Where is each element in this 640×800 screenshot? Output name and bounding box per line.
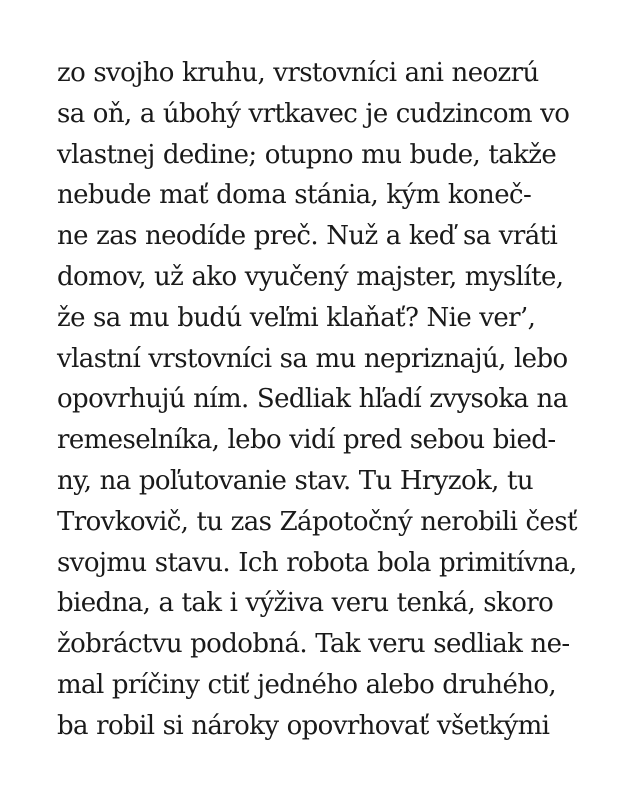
body-text (57, 53, 617, 747)
text-line: sa oň, a úbohý vrtkavec je cudzincom vo (57, 98, 570, 129)
text-line: že sa mu budú veľmi klaňať? Nie ver’, (57, 302, 536, 333)
text-line: vlastnej dedine; otupno mu bude, takže (57, 139, 557, 170)
text-line: nebude mať doma stánia, kým koneč- (57, 180, 532, 211)
text-line: ny, na poľutovanie stav. Tu Hryzok, tu (57, 465, 533, 496)
text-line: ne zas neodíde preč. Nuž a keď sa vráti (57, 221, 558, 252)
text-line: opovrhujú ním. Sedliak hľadí zvysoka na (57, 384, 568, 415)
text-line: ba robil si nároky opovrhovať všetkými (57, 710, 550, 741)
text-line: zo svojho kruhu, vrstovníci ani neozrú (57, 58, 539, 88)
text-line: remeselníka, lebo vidí pred sebou bied- (57, 425, 556, 456)
text-line: žobráctvu podobná. Tak veru sedliak ne- (57, 629, 570, 660)
text-line: domov, už ako vyučený majster, myslíte, (57, 261, 564, 292)
text-line: svojmu stavu. Ich robota bola primitívna, (57, 547, 577, 578)
text-line: biedna, a tak i výživa veru tenká, skoro (57, 588, 554, 619)
text-line: vlastní vrstovníci sa mu nepriznajú, lebo (57, 343, 568, 374)
text-line: mal príčiny ctiť jedného alebo druhého, (57, 669, 557, 700)
text-line: Trovkovič, tu zas Zápotočný nerobili česť (57, 506, 577, 537)
